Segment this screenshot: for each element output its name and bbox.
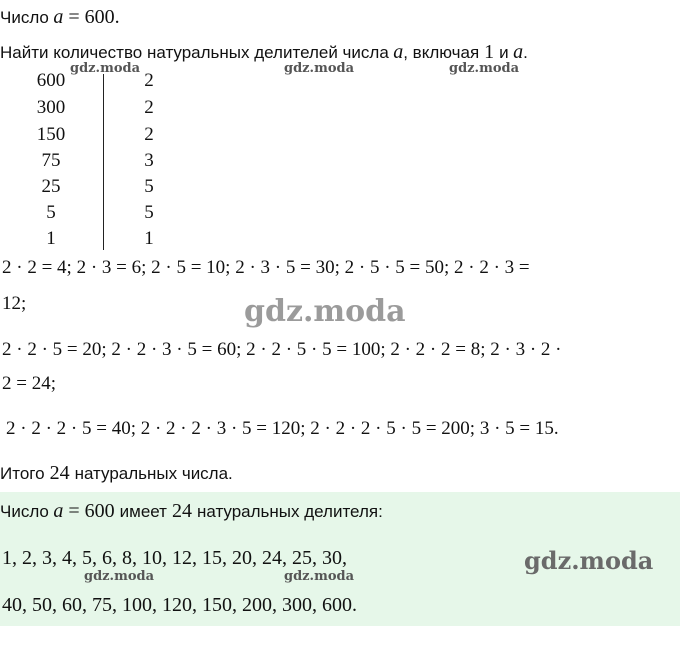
total-line bbox=[0, 462, 233, 485]
factor-right-cell: 2 bbox=[144, 124, 154, 145]
answer-suffix: натуральных делителя: bbox=[196, 502, 383, 521]
watermark: gdz.moda bbox=[524, 546, 654, 575]
factor-left-cell: 150 bbox=[36, 124, 66, 145]
factor-left-cell: 300 bbox=[36, 97, 66, 118]
answer-value: = 600 bbox=[63, 500, 120, 522]
variable-a: a bbox=[53, 6, 64, 28]
factor-right-cell: 5 bbox=[144, 176, 154, 197]
task-main: Найти количество натуральных делителей числа bbox=[0, 43, 389, 62]
products-line: 12; bbox=[2, 293, 27, 314]
factor-left-cell: 1 bbox=[46, 228, 56, 249]
answer-prefix: Число bbox=[0, 502, 49, 521]
task-period: . bbox=[523, 43, 528, 62]
products-line: 2 = 24; bbox=[2, 373, 56, 394]
factor-right-cell: 5 bbox=[144, 202, 154, 223]
factor-left-cell: 25 bbox=[41, 176, 61, 197]
answer-count: 24 bbox=[166, 500, 197, 522]
problem-statement bbox=[0, 6, 120, 29]
divisors-list-line: 40, 50, 60, 75, 100, 120, 150, 200, 300, 600. bbox=[2, 594, 357, 616]
answer-heading bbox=[0, 500, 383, 523]
products-line: 2 · 2 = 4; 2 · 3 = 6; 2 · 5 = 10; 2 · 3 · 5 = 30; 2 · 5 · 5 = 50; 2 · 2 · 3 = bbox=[2, 257, 530, 278]
watermark: gdz.moda bbox=[70, 61, 141, 76]
total-suffix: натуральных числа. bbox=[74, 464, 233, 483]
watermark: gdz.moda bbox=[449, 61, 520, 76]
task-and: и bbox=[499, 43, 509, 62]
watermark: gdz.moda bbox=[84, 569, 155, 584]
statement-value: = 600. bbox=[63, 6, 120, 28]
total-count: 24 bbox=[44, 462, 75, 484]
factor-right-cell: 2 bbox=[144, 70, 154, 91]
answer-has: имеет bbox=[119, 502, 167, 521]
factor-left-cell: 600 bbox=[36, 70, 66, 91]
products-line: 2 · 2 · 5 = 20; 2 · 2 · 3 · 5 = 60; 2 · 2 · 5 · 5 = 100; 2 · 2 · 2 = 8; 2 · 3 · 2 · bbox=[2, 339, 562, 360]
factor-left-cell: 5 bbox=[46, 202, 56, 223]
variable-a: a bbox=[393, 41, 404, 63]
factor-divider bbox=[103, 74, 104, 250]
factor-right-cell: 3 bbox=[144, 150, 154, 171]
variable-a: a bbox=[513, 41, 524, 63]
watermark: gdz.moda bbox=[284, 569, 355, 584]
products-line: 2 · 2 · 2 · 5 = 40; 2 · 2 · 2 · 3 · 5 = 120; 2 · 2 · 2 · 5 · 5 = 200; 3 · 5 = 15. bbox=[6, 418, 559, 439]
variable-a: a bbox=[53, 500, 64, 522]
total-prefix: Итого bbox=[0, 464, 45, 483]
watermark: gdz.moda bbox=[244, 294, 406, 329]
statement-prefix: Число bbox=[0, 8, 49, 27]
factor-left-cell: 75 bbox=[41, 150, 61, 171]
factor-right-cell: 1 bbox=[144, 228, 154, 249]
task-one: 1 bbox=[479, 41, 500, 63]
factor-right-cell: 2 bbox=[144, 97, 154, 118]
task-including: , включая bbox=[403, 43, 480, 62]
watermark: gdz.moda bbox=[284, 61, 355, 76]
divisors-list-line: 1, 2, 3, 4, 5, 6, 8, 10, 12, 15, 20, 24, 25, 30, bbox=[2, 547, 347, 569]
